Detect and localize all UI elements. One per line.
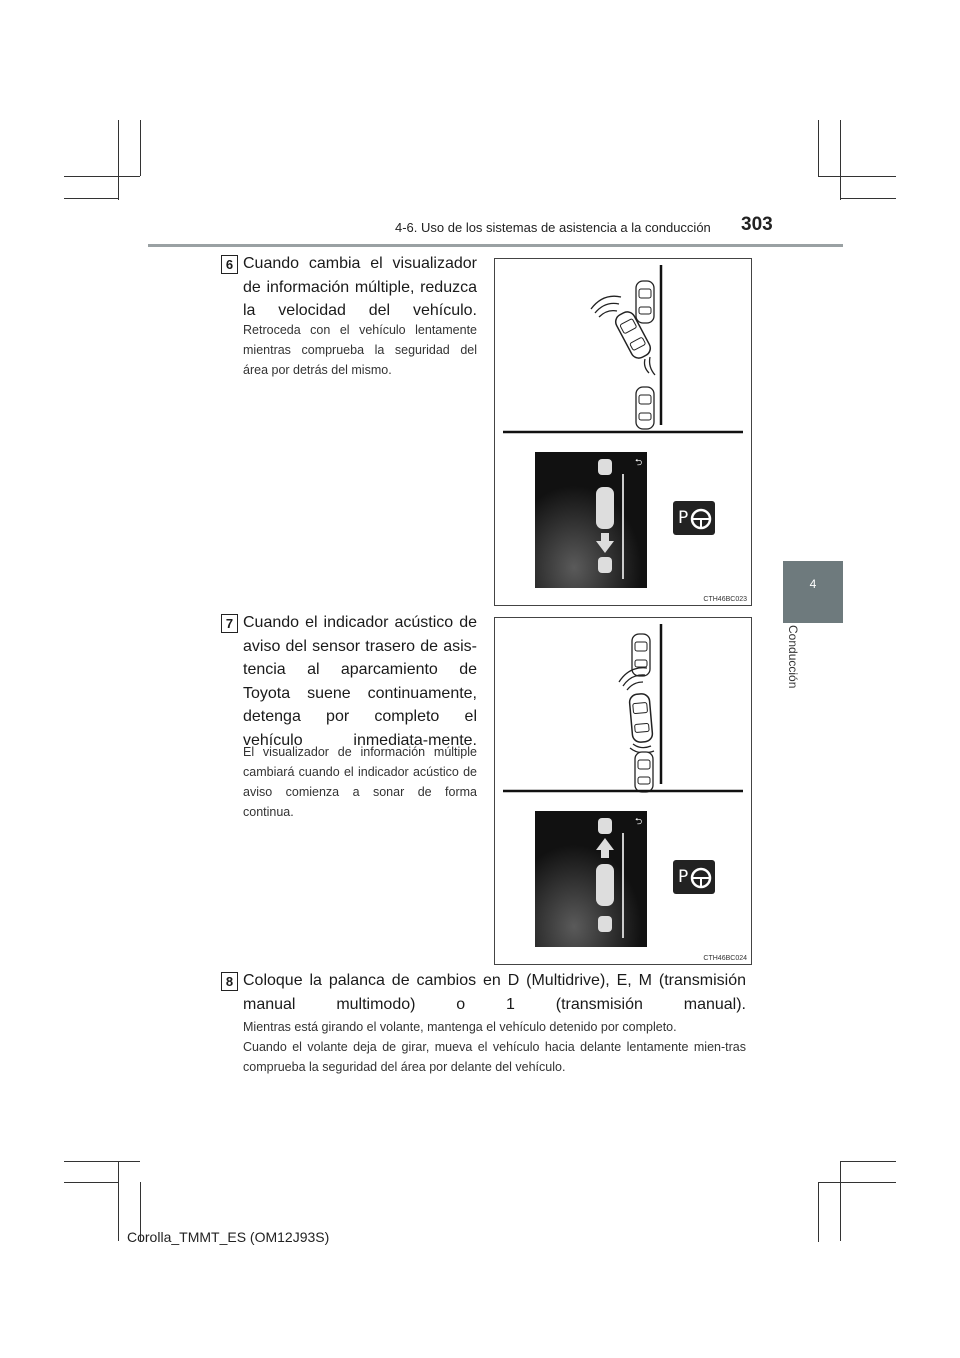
- multi-info-display: [535, 811, 647, 947]
- step-number: 8: [221, 972, 238, 991]
- parked-car-icon: [636, 387, 654, 429]
- footer-model-code: Corolla_TMMT_ES (OM12J93S): [127, 1229, 330, 1245]
- figure-stop-warning: [494, 617, 752, 965]
- step-title: Cuando el indicador acústico de aviso del sensor trasero de asis-tencia al aparcamiento de Toyota suene continuamente, detenga por completo el vehículo inmediata-mente.: [243, 614, 477, 749]
- step-body: El visualizador de información múltiple cambiará cuando el indicador acústico de aviso comienza a sonar de forma continua.: [243, 745, 477, 819]
- step-number: 7: [221, 614, 238, 633]
- chapter-label: Conducción: [786, 625, 800, 689]
- reversing-car-icon: [629, 693, 653, 743]
- chapter-number: 4: [809, 577, 817, 591]
- parking-illustration: [495, 618, 751, 964]
- multi-info-display: [535, 452, 647, 588]
- return-arrow-icon: ⮌: [635, 458, 643, 468]
- step-title: Cuando cambia el visualizador de información múltiple, reduzca la velocidad del vehículo.: [243, 255, 477, 320]
- return-arrow-icon: ⮌: [635, 817, 643, 827]
- parking-assist-icon: [673, 501, 715, 535]
- page-number: 303: [741, 214, 773, 235]
- step-body: Retroceda con el vehículo lentamente mientras comprueba la seguridad del área por detrás del mismo.: [243, 323, 477, 377]
- step-number: 6: [221, 255, 238, 274]
- parked-car-icon: [635, 752, 653, 792]
- step-body: Cuando el volante deja de girar, mueva el vehículo hacia delante lentamente mien-tras comprueba la seguridad del área por delante del vehículo.: [243, 1040, 746, 1074]
- figure-reverse-parking: [494, 258, 752, 606]
- figure-code: CTH46BC023: [703, 596, 747, 603]
- parked-car-icon: [636, 281, 654, 323]
- step-body: Mientras está girando el volante, mantenga el vehículo detenido por completo.: [243, 1020, 677, 1034]
- parking-assist-icon: [673, 860, 715, 894]
- section-title: 4-6. Uso de los sistemas de asistencia a la conducción: [395, 220, 711, 235]
- svg-text:P: P: [678, 867, 689, 887]
- parked-car-icon: [632, 634, 650, 676]
- header-divider: [148, 244, 843, 247]
- parking-illustration: [495, 259, 751, 605]
- svg-text:P: P: [678, 508, 689, 528]
- chapter-tab: [783, 561, 843, 623]
- step-title: Coloque la palanca de cambios en D (Multidrive), E, M (transmisión manual multimodo) o 1 (transmisión manual).: [243, 972, 746, 1013]
- figure-code: CTH46BC024: [703, 955, 747, 962]
